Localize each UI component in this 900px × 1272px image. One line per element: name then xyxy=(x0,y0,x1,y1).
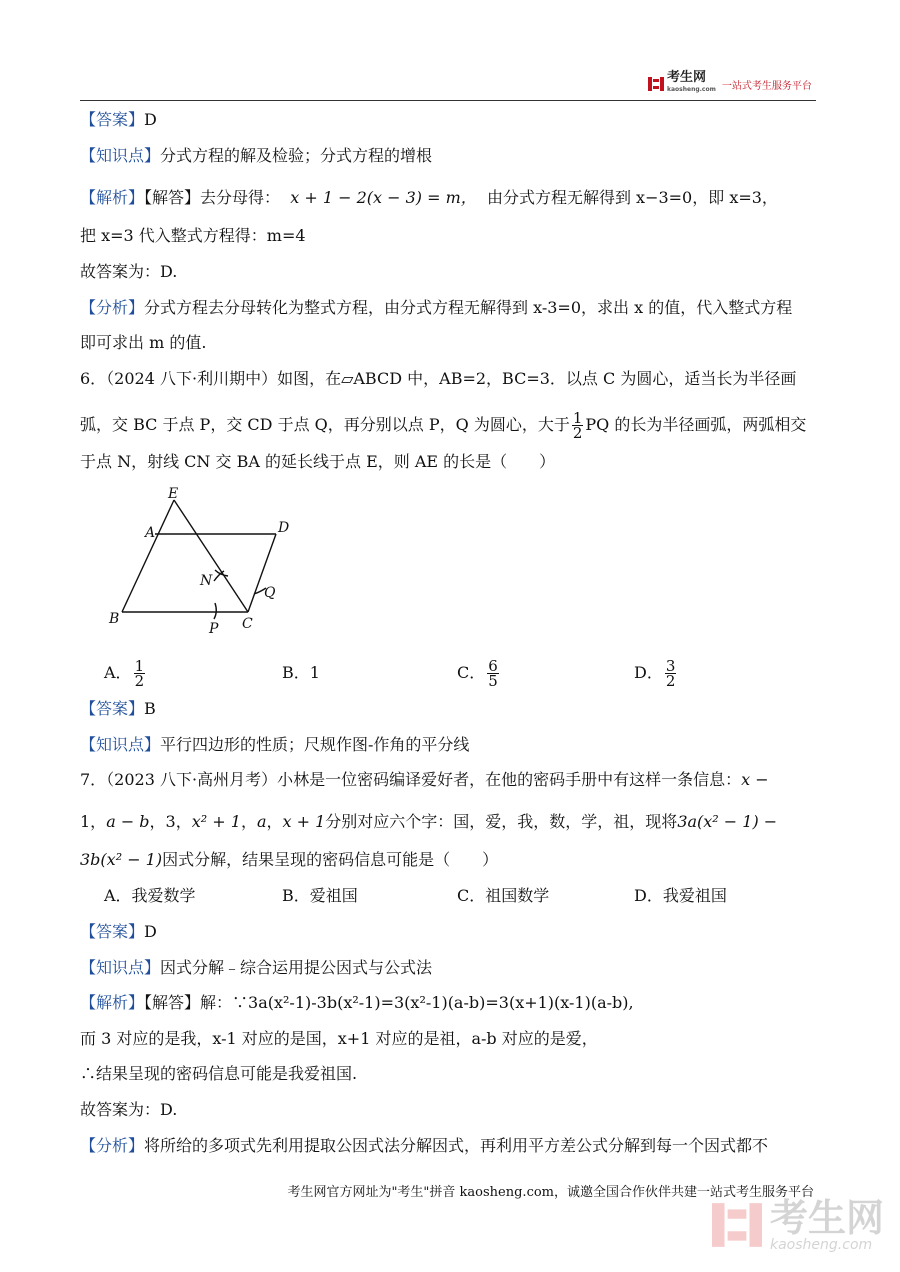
q6-opt-c-num: 6 xyxy=(488,657,498,675)
q7-stem-line3 xyxy=(80,850,498,870)
q6-opt-d-den: 2 xyxy=(665,672,676,690)
q6-option-b[interactable] xyxy=(282,657,320,689)
q7-l2-d: ， xyxy=(266,812,283,831)
ray-ce xyxy=(174,500,248,612)
q7-stem-line2 xyxy=(80,812,777,832)
q6-opt-d-num: 3 xyxy=(665,657,676,675)
q7-solution-line1 xyxy=(80,993,634,1013)
q6-opt-c-fraction xyxy=(487,659,499,688)
q6-stem-line1: 6．（2024 八下·利川期中）如图，在▱ABCD 中，AB=2，BC=3．以点 C 为圆心，适当长为半径画 xyxy=(80,369,797,388)
q5-solution-line2: 把 x=3 代入整式方程得：m=4 xyxy=(80,226,306,245)
header-divider xyxy=(80,100,816,101)
q7-ana-text: 将所给的多项式先利用提取公因式法分解因式，再利用平方差公式分解到每一个因式都不 xyxy=(144,1136,769,1155)
q5-kp-text: 分式方程的解及检验；分式方程的增根 xyxy=(160,146,433,165)
arc-p xyxy=(214,603,216,619)
q5-answer xyxy=(80,110,157,130)
watermark xyxy=(712,1198,884,1252)
q6-option-c[interactable] xyxy=(457,657,501,689)
label-p: P xyxy=(209,621,219,637)
q6-parallelogram-figure xyxy=(100,482,320,642)
q7-solution-line2: 而 3 对应的是我，x-1 对应的是国，x+1 对应的是祖，a-b 对应的是爱， xyxy=(80,1029,598,1048)
q7-answer xyxy=(80,922,157,942)
q7-sol-text1: 解：∵3a(x²-1)-3b(x²-1)=3(x²-1)(a-b)=3(x+1)(x-1)(a-b), xyxy=(200,993,634,1012)
q7-l2-b: ，3， xyxy=(149,812,192,831)
label-b: B xyxy=(109,611,120,627)
q7-l2-a: 1， xyxy=(80,812,107,831)
q5-sol-tag: 【解析】 xyxy=(80,188,145,207)
q7-stem-text-a: 7．（2023 八下·高州月考）小林是一位密码编译爱好者，在他的密码手册中有这样一条信息： xyxy=(80,770,742,789)
kaosheng-logo-icon xyxy=(648,76,664,92)
q7-l2-m4: x + 1 xyxy=(282,812,326,831)
label-e: E xyxy=(168,486,179,502)
q6-option-a[interactable] xyxy=(104,657,147,689)
header-logo xyxy=(648,72,812,96)
label-q: Q xyxy=(264,585,276,601)
q6-stem-line3: 于点 N，射线 CN 交 BA 的延长线于点 E，则 AE 的长是（ ） xyxy=(80,452,556,471)
q7-option-c[interactable]: C．祖国数学 xyxy=(457,886,550,905)
q5-knowledge xyxy=(80,146,432,166)
q6-opt-a-num: 1 xyxy=(134,657,145,675)
q6-opt-b-label: B． xyxy=(282,663,310,682)
q7-l3-text: 因式分解，结果呈现的密码信息可能是（ ） xyxy=(162,850,499,869)
q6-stem-text-b: PQ 的长为半径画弧，两弧相交 xyxy=(585,415,807,434)
q6-opt-c-label: C． xyxy=(457,663,486,682)
q5-ana-tag: 【分析】 xyxy=(80,298,145,317)
q7-answer-value: D xyxy=(144,922,157,941)
q6-opt-d-fraction xyxy=(665,659,677,688)
q5-solution-line3: 故答案为：D. xyxy=(80,262,178,281)
q6-opt-c-den: 5 xyxy=(488,672,498,690)
logo-text xyxy=(667,72,716,96)
q7-l2-m3: a xyxy=(256,812,267,831)
logo-name: 考生网 xyxy=(667,70,707,85)
q7-analysis-line1 xyxy=(80,1136,768,1156)
q6-frac-num: 1 xyxy=(572,409,583,427)
q7-l2-e: 分别对应六个字：国，爱，我，数，学，祖，现将 xyxy=(325,812,678,831)
q6-kp-text: 平行四边形的性质；尺规作图-作角的平分线 xyxy=(160,735,470,754)
q7-kp-tag: 【知识点】 xyxy=(80,958,161,977)
watermark-sub: kaosheng.com xyxy=(770,1237,873,1253)
label-n: N xyxy=(200,573,213,589)
q6-opt-b-value: 1 xyxy=(309,663,320,682)
q7-l3-math: 3b(x² − 1) xyxy=(80,850,163,869)
q5-sol-tag2: 【解答】 xyxy=(144,188,201,207)
q6-stem-fraction xyxy=(572,411,584,440)
q6-opt-a-label: A． xyxy=(104,663,132,682)
q6-knowledge xyxy=(80,735,469,755)
q7-option-d[interactable]: D．我爱祖国 xyxy=(634,886,727,905)
q7-ana-tag: 【分析】 xyxy=(80,1136,145,1155)
q6-kp-tag: 【知识点】 xyxy=(80,735,161,754)
q7-l2-c: ， xyxy=(240,812,257,831)
q7-l2-m2: x² + 1 xyxy=(191,812,241,831)
q5-answer-value: D xyxy=(144,110,157,129)
label-c: C xyxy=(242,616,253,632)
label-a: A xyxy=(145,525,156,541)
q6-opt-a-den: 2 xyxy=(134,672,145,690)
q7-sol-tag2: 【解答】 xyxy=(144,993,201,1012)
q6-answer-value: B xyxy=(144,699,156,718)
q6-option-d[interactable] xyxy=(634,657,678,689)
q6-opt-d-label: D． xyxy=(634,663,663,682)
q6-stem-line2 xyxy=(80,411,806,440)
q7-option-b[interactable]: B．爱祖国 xyxy=(282,886,358,905)
q6-opt-a-fraction xyxy=(134,659,146,688)
q7-solution-line3: ∴结果呈现的密码信息可能是我爱祖国. xyxy=(80,1064,358,1083)
q5-kp-tag: 【知识点】 xyxy=(80,146,161,165)
q5-answer-tag: 【答案】 xyxy=(80,110,145,129)
q7-knowledge xyxy=(80,958,432,978)
watermark-main: 考生网 xyxy=(770,1196,885,1240)
header-slogan: 一站式考生服务平台 xyxy=(721,80,812,92)
q5-ana-text: 分式方程去分母转化为整式方程，由分式方程无解得到 x-3=0，求出 x 的值，代入整式方程 xyxy=(144,298,793,317)
q5-sol-text-a: 去分母得： xyxy=(200,188,281,207)
q6-frac-den: 2 xyxy=(572,424,583,442)
q5-analysis-line2: 即可求出 m 的值. xyxy=(80,333,207,352)
q7-l2-m5: 3a(x² − 1) − xyxy=(677,812,778,831)
segment-be xyxy=(122,500,174,612)
q5-solution-line1 xyxy=(80,188,778,208)
q7-sol-tag: 【解析】 xyxy=(80,993,145,1012)
q6-stem-text-a: 弧，交 BC 于点 P，交 CD 于点 Q，再分别以点 P，Q 为圆心，大于 xyxy=(80,415,570,434)
q5-sol-equation: x + 1 − 2(x − 3) = m， xyxy=(290,188,477,207)
footer-text: 考生网官方网址为"考生"拼音 kaosheng.com，诚邀全国合作伙伴共建一站式考生服务平台 xyxy=(287,1185,814,1200)
q7-kp-text: 因式分解﹣综合运用提公因式与公式法 xyxy=(160,958,433,977)
q7-stem-line1 xyxy=(80,770,769,790)
q7-solution-line4: 故答案为：D. xyxy=(80,1100,178,1119)
q7-l2-m1: a − b xyxy=(106,812,150,831)
q7-answer-tag: 【答案】 xyxy=(80,922,145,941)
watermark-text xyxy=(770,1198,884,1252)
q7-option-a[interactable]: A．我爱数学 xyxy=(104,886,196,905)
watermark-logo-icon xyxy=(712,1200,762,1250)
logo-domain: kaosheng.com xyxy=(667,86,716,93)
q5-analysis-line1 xyxy=(80,298,792,318)
q7-stem-math-a: x − xyxy=(741,770,769,789)
q5-sol-text-b: 由分式方程无解得到 x−3=0，即 x=3， xyxy=(486,188,778,207)
q6-answer-tag: 【答案】 xyxy=(80,699,145,718)
label-d: D xyxy=(278,520,290,536)
q6-answer xyxy=(80,699,156,719)
